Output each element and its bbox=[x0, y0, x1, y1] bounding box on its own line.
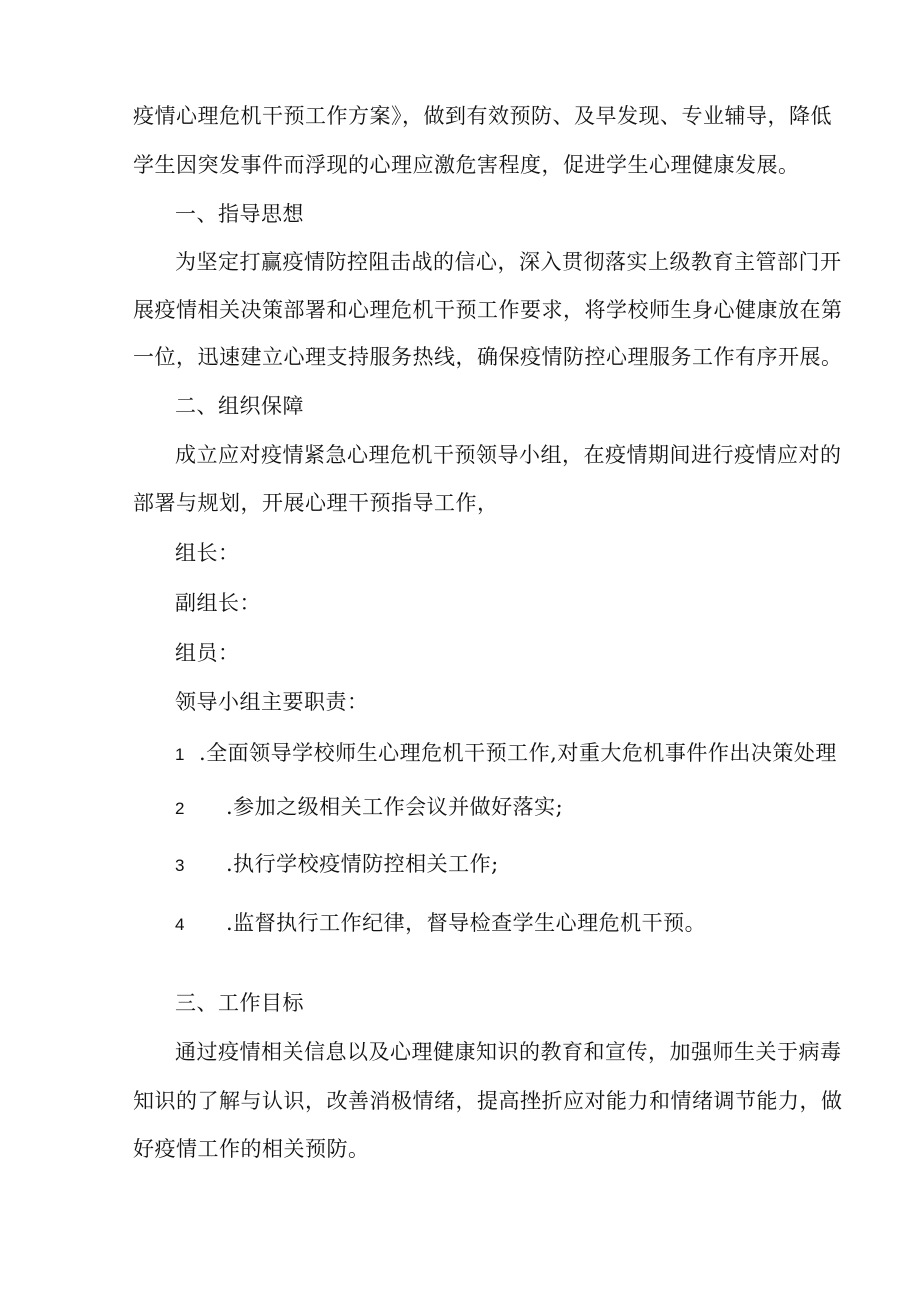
section1-line-3: 一位，迅速建立心理支持服务热线，确保疫情防控心理服务工作有序开展。 bbox=[133, 345, 843, 369]
section1-line-2: 展疫情相关决策部署和心理危机干预工作要求，将学校师生身心健康放在第 bbox=[133, 298, 843, 322]
duty-text: .参加之级相关工作会议并做好落实; bbox=[226, 795, 564, 819]
duty-item-4 bbox=[175, 911, 707, 937]
duty-number: 1 bbox=[175, 745, 185, 764]
duty-text: .全面领导学校师生心理危机干预工作,对重大危机事件作出决策处理 bbox=[199, 741, 837, 765]
duty-text: .监督执行工作纪律，督导检查学生心理危机干预。 bbox=[226, 911, 707, 935]
intro-line-2: 学生因突发事件而浮现的心理应激危害程度，促进学生心理健康发展。 bbox=[133, 153, 800, 177]
members-label: 组员： bbox=[175, 641, 240, 665]
duty-number: 4 bbox=[175, 915, 185, 934]
section2-heading: 二、组织保障 bbox=[175, 394, 304, 418]
section3-heading: 三、工作目标 bbox=[175, 991, 304, 1015]
leader-label: 组长： bbox=[175, 541, 240, 565]
duty-number: 3 bbox=[175, 856, 185, 875]
duty-text: .执行学校疫情防控相关工作; bbox=[226, 852, 499, 876]
section2-line-1: 成立应对疫情紧急心理危机干预领导小组，在疫情期间进行疫情应对的 bbox=[175, 443, 842, 467]
section3-line-1: 通过疫情相关信息以及心理健康知识的教育和宣传，加强师生关于病毒 bbox=[175, 1040, 842, 1064]
section2-line-2: 部署与规划，开展心理干预指导工作， bbox=[133, 491, 499, 515]
duty-item-3 bbox=[175, 852, 499, 878]
duty-item-2 bbox=[175, 795, 564, 821]
section1-heading: 一、指导思想 bbox=[175, 202, 304, 226]
intro-line-1: 疫情心理危机干预工作方案》，做到有效预防、及早发现、专业辅导，降低 bbox=[133, 104, 832, 128]
duty-item-1 bbox=[175, 741, 837, 767]
duties-heading: 领导小组主要职责： bbox=[175, 690, 369, 714]
duty-number: 2 bbox=[175, 799, 185, 818]
deputy-leader-label: 副组长： bbox=[175, 591, 261, 615]
section3-line-2: 知识的了解与认识，改善消极情绪，提高挫折应对能力和情绪调节能力，做 bbox=[133, 1089, 843, 1113]
section1-line-1: 为坚定打赢疫情防控阻击战的信心，深入贯彻落实上级教育主管部门开 bbox=[175, 250, 842, 274]
section3-line-3: 好疫情工作的相关预防。 bbox=[133, 1137, 370, 1161]
